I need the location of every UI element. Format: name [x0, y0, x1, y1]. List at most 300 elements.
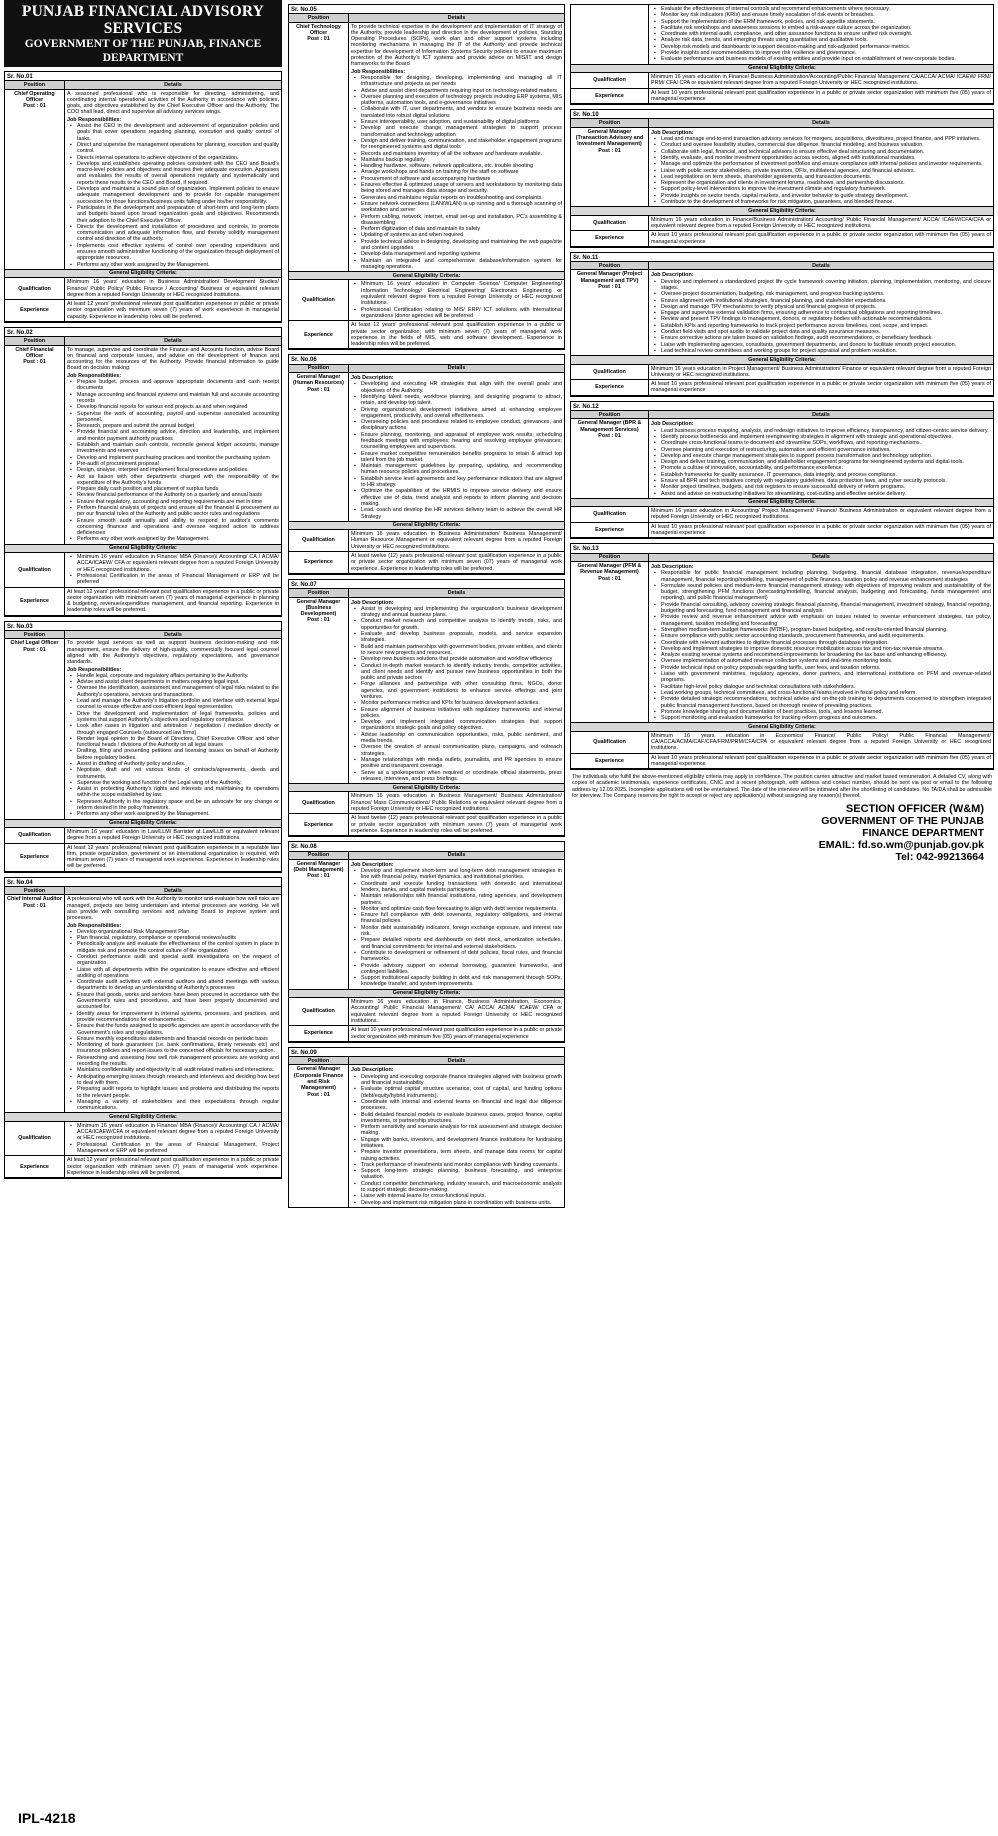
post-count: Post : 01: [598, 575, 621, 582]
job-desc-heading: Job Description:: [351, 1067, 394, 1074]
job-desc-heading: Job Description:: [651, 129, 694, 136]
eligibility-heading: General Eligibility Criteria:: [5, 1113, 281, 1121]
position-cell: [5, 346, 65, 544]
list-item: ▪ Developing and executing corporate finance strategies aligned with business growth and financial sustainability.: [360, 1074, 562, 1087]
list-item: ▪ Provide detailed strategic recommendations, technical advice and on-the-job training to departments concerned to strengthen integrated public financial management functions, based on thorough review of prevailing practices.: [660, 696, 991, 709]
column-headers: [571, 553, 993, 562]
experience-label: Experience: [5, 844, 65, 871]
qualification-row: [289, 530, 564, 552]
list-item: ▪ Analyze existing revenue systems and recommend improvements for broadening the tax base and enhancing efficiency.: [660, 652, 991, 658]
list-item: ▪ Contribute to development or refinement of debt policies, fiscal rules, and financial frameworks.: [360, 950, 562, 963]
column-headers: [5, 336, 281, 345]
column-headers: [5, 886, 281, 895]
list-item: ▪ Minimum 16 years' education in Finance/ MBA (Finance)/ Accounting/ CA / ACMA/ ACCA/ICAEW/CFA or equivalent relevant degree from a reputed Foreign University or HEC recognized institutions.: [76, 1123, 279, 1142]
qualification-label: Qualification: [571, 732, 649, 753]
list-item: ▪ Develop and implement integrated communication strategies that support organization's strategic goals and policy objectives.: [360, 719, 562, 732]
list-item: ▪ Direct and supervise the management operations for planning, execution and quality control.: [76, 142, 279, 155]
list-item: ▪ Drafting, filing and presenting petitions and licensing issues on behalf of Authority before regulatory bodies.: [76, 748, 279, 761]
post-count: Post : 01: [307, 386, 330, 393]
experience-row: [289, 321, 564, 349]
job-desc-heading: Job Description:: [351, 375, 394, 382]
list-item: ▪ Develops and maintains a sound plan of organization. Implement policies to ensure adequate management development and to provide for capable management succession for those functions/business units falling under his/her responsibility.: [76, 186, 279, 205]
list-item: ▪ Develop and execute change management strategies to support process transformation and technology adoption: [360, 125, 562, 138]
post-count: Post : 01: [307, 873, 330, 880]
details-header: Details: [447, 589, 466, 596]
eligibility-heading: General Eligibility Criteria:: [571, 356, 993, 364]
qualification-value: Minimum 16 years' education in Business Administration/ Development Studies/ Finance/ Public Policy/ Public Finance / Accounting/ Business or equivalent relevant degree from a reputed Foreign University or HEC recognized institutions.: [67, 279, 279, 298]
job-row: [289, 1065, 564, 1207]
position-header: Position: [571, 262, 649, 269]
job-resp-heading: Job Responsibilities:: [67, 372, 122, 379]
details-cell: [65, 895, 281, 1112]
job-row: [5, 895, 281, 1113]
position-cell: [571, 419, 649, 498]
responsibility-list: [660, 6, 991, 63]
list-item: ▪ Oversee the creation of annual communication plans, campaigns, and outreach strategies.: [360, 744, 562, 757]
list-item: ▪ Anticipating emerging issues through research and interviews and deciding how best to deal with them.: [76, 1074, 279, 1087]
list-item: ▪ Ensure that regulatory, accounting and reporting requirements are met in time: [76, 499, 279, 505]
list-item: ▪ Build detailed financial models to evaluate business cases, project finance, capital investments, or partnership structures.: [360, 1112, 562, 1125]
responsibility-list: [660, 428, 991, 497]
job-block: [570, 252, 994, 397]
list-item: ▪ Liaise with government ministries, regulatory agencies, donor partners, and international institutions on PFM and revenue-related programs.: [660, 671, 991, 684]
position-title: General Manager (Human Resources): [293, 374, 344, 387]
position-title: General Manager (Project Management and TPV): [576, 271, 643, 284]
list-item: ▪ Ensure compliance with public sector accounting standards, procurement frameworks, and audit requirements.: [660, 633, 991, 639]
experience-row: [289, 1026, 564, 1042]
list-item: ▪ Serve as a spokesperson when required or coordinate official statements, press releases, interviews, and press briefings.: [360, 770, 562, 783]
list-item: ▪ Ensure market competitive remuneration benefits programs to retain & attract top talent from the job market.: [360, 451, 562, 464]
list-item: ▪ Perform digitization of data and maintain its safety: [360, 226, 562, 232]
job-block: [288, 841, 565, 1043]
serial-number: Sr. No.11: [573, 254, 599, 261]
list-item: ▪ Ensure that the funds assigned to specific agencies are spent in accordance with the Government's rules and regulations.: [76, 1023, 279, 1036]
list-item: ▪ Manage accounting and financial systems and maintain full and accurate accounting records: [76, 392, 279, 405]
job-resp-heading: Job Responsibilities:: [67, 922, 122, 929]
serial-number: Sr. No.02: [7, 329, 33, 336]
list-item: ▪ Support the implementation of the ERM framework, policies, and risk appetite statements.: [660, 19, 991, 25]
list-item: ▪ Advise and assist client departments in matters requiring legal input.: [76, 679, 279, 685]
post-count: Post : 01: [598, 147, 621, 154]
position-header: Position: [5, 337, 65, 344]
list-item: ▪ Arrange workshops and hands on training for the staff on software: [360, 169, 562, 175]
qualification-label: Qualification: [5, 828, 65, 843]
experience-label: Experience: [5, 1156, 65, 1177]
experience-label: Experience: [571, 89, 649, 104]
details-header: Details: [447, 1057, 466, 1064]
qualification-row: [5, 828, 281, 844]
list-item: ▪ Act as liaison with other departments charged with the responsibility of the expenditure of the Authority's funds: [76, 474, 279, 487]
eligibility-heading: General Eligibility Criteria:: [289, 522, 564, 530]
header-subtitle: GOVERNMENT OF THE PUNJAB, FINANCE DEPARTMENT: [24, 38, 262, 64]
job-row: [571, 128, 993, 208]
qualification-list: [76, 554, 279, 585]
qualification-label: Qualification: [289, 792, 349, 813]
job-desc-heading: Job Description:: [651, 272, 694, 279]
list-item: ▪ Support policy-level interventions to improve the investment climate and regulatory framework.: [660, 186, 991, 192]
serial-number: Sr. No.03: [7, 623, 33, 630]
qualification-row: [5, 553, 281, 587]
list-item: ▪ Records and maintains inventory of all the software and hardware available.: [360, 151, 562, 157]
list-item: ▪ Contribute to the development of frameworks for risk mitigation, guarantees, and blended finance.: [660, 199, 991, 205]
position-header: Position: [571, 411, 649, 418]
details-cell: [349, 598, 564, 784]
list-item: ▪ Professional Certification relating to MIS/ ERP/ ICT solutions with international organizations (donor agencies will be preferred: [360, 307, 562, 320]
experience-value: At least 10 years professional relevant post qualification experience in a public or private sector organization with minimum five (05) years of managerial experience: [651, 89, 991, 102]
list-item: ▪ Maintain an integrated and comprehensive database/information system for managing operations.: [360, 258, 562, 271]
list-item: ▪ Supervise the work of accounting, payroll and supervise associated accounting personnel.: [76, 411, 279, 424]
details-cell: [65, 346, 281, 544]
list-item: ▪ Review financial performance of the Authority on a quarterly and annual basis: [76, 492, 279, 498]
eligibility-heading: General Eligibility Criteria:: [289, 272, 564, 280]
list-item: ▪ Drive the development and implementation of legal frameworks, policies and systems that support Authority's objectives and regulatory compliance.: [76, 711, 279, 724]
position-cell: [571, 5, 649, 64]
list-item: ▪ Facilitate high-level policy dialogue and technical consultations with stakeholders.: [660, 684, 991, 690]
experience-label: Experience: [571, 754, 649, 769]
details-header: Details: [812, 411, 830, 418]
qualification-value: Minimum 16 years education in Project Management/ Business Administration/ Finance or equivalent relevant degree from a reputed Foreign University or HEC recognized institutions.: [651, 365, 991, 378]
details-header: Details: [812, 262, 830, 269]
list-item: ▪ Develop and implement risk mitigation plans in coordination with business units.: [360, 1200, 562, 1206]
qualification-value: Minimum 16 years education in Finance, Business Administration, Economics, Accounting/ Public Financial Management/ CA/ ACCA/ ACMA/ ICAEW/ CFA or equivalent relevant degree from a reputed Foreign University or HEC recognized institutions.: [351, 999, 562, 1024]
list-item: ▪ Implements cost effective systems of control over operating expenditures and ensures smooth administrative functioning of the organization through deployment of appropriate resources.: [76, 243, 279, 262]
experience-label: Experience: [5, 588, 65, 615]
list-item: ▪ Coordinate with internal audit, compliance, and other assurance functions to ensure unified risk oversight.: [660, 31, 991, 37]
job-block: [288, 1047, 565, 1208]
experience-value: At least 12 years' professional relevant post qualification experience in a public or private sector organization; with minimum seven (7) years of managerial work experience in the fields of MIS, web and software development. Experience in leadership roles will be preferred.: [351, 322, 562, 348]
position-header: Position: [5, 887, 65, 894]
list-item: ▪ Ensure interoperability, user adoption, and sustainability of digital platforms: [360, 119, 562, 125]
qualification-row: [289, 998, 564, 1026]
details-cell: [349, 1065, 564, 1207]
responsibility-list: [660, 570, 991, 721]
list-item: ▪ Monitor debt sustainability indicators, foreign exchange exposure, and interest rate risk.: [360, 925, 562, 938]
list-item: ▪ Develop risk models and dashboards to support decision-making and risk-adjusted performance metrics.: [660, 44, 991, 50]
position-cell: [289, 373, 349, 521]
list-item: ▪ Render legal opinion to the Board of Directors, Chief Executive Officer and other functional heads / divisions of the Authority on all legal issues: [76, 736, 279, 749]
details-header: Details: [447, 852, 466, 859]
details-cell: [649, 270, 993, 355]
position-title: General Manager (Corporate Finance and Risk Management): [293, 1066, 344, 1092]
job-block: [4, 327, 282, 617]
details-header: Details: [164, 337, 182, 344]
post-count: Post : 01: [307, 617, 330, 624]
job-intro: To manage, supervise and coordinate the Finance and Accounts function, advise Board on financial and corporate issues, and advise on the development of finance and accounting for the resources of the Authority. Provide financial information to guide Board on decision making.: [67, 346, 279, 372]
job-desc-heading: Job Description:: [651, 563, 694, 570]
list-item: ▪ Ensure monthly expenditures statements and financial records on periodic basis: [76, 1036, 279, 1042]
list-item: ▪ Look after cases in litigation and arbitration / negotiation / mediation directly or through engaged Counsels (outsourced law firms): [76, 723, 279, 736]
post-count: Post : 01: [23, 103, 46, 110]
list-item: ▪ Engage and supervise external validation firms, ensuring adherence to contractual obligations and reporting timelines.: [660, 310, 991, 316]
contact-email[interactable]: EMAIL: fd.so.wm@punjab.gov.pk: [818, 838, 984, 851]
qualification-row: [571, 732, 993, 754]
experience-value: At least 10 years professional relevant post qualification experience in a public or private sector organization with minimum five (05) years of managerial experience: [651, 232, 991, 245]
list-item: ▪ Assist in drafting of Authority policy and rules.: [76, 761, 279, 767]
column-middle: [288, 0, 565, 1208]
list-item: ▪ Ensure smooth audit annually and ability to respond to auditor's comments concerning finances and operations and oversee required action to address deficiencies: [76, 518, 279, 537]
experience-row: [289, 552, 564, 574]
list-item: ▪ Pre-audit of procurement proposal: [76, 461, 279, 467]
serial-number: Sr. No.10: [573, 112, 599, 119]
list-item: ▪ Develop and implement purchasing practices and monitor the purchasing system: [76, 455, 279, 461]
position-cell: [571, 270, 649, 355]
experience-label: Experience: [289, 321, 349, 348]
list-item: ▪ Design and deliver training, communication, and stakeholder engagement programs for reengineered systems and digital tools.: [660, 459, 991, 465]
list-item: ▪ Coordinate cross-functional teams to document and streamline SOPs, workflows, and reporting mechanisms.: [660, 440, 991, 446]
job-resp-heading: Job Responsibilities:: [67, 666, 122, 673]
column-headers: [289, 851, 564, 860]
responsibility-list: [76, 379, 279, 543]
qualification-value: Minimum 16 years education in Finance/Business Administration/ Accounting/ Public Financial Management/ ACCA/ ICAEW/CFA/CFA or equivalent relevant degree from a reputed Foreign University or HEC recognized institutions.: [651, 216, 991, 229]
list-item: ▪ Lead, coach and develop the HR services delivery team to achieve the overall HR Strategy: [360, 507, 562, 520]
details-cell: [349, 23, 564, 272]
experience-row: [571, 89, 993, 105]
job-block: [570, 401, 994, 540]
list-item: ▪ Participates in the development and preparation of short-term and long-term plans and budgets based upon broad organization goals and objectives. Recommends their adoption to the Chief Executive Officer.: [76, 205, 279, 224]
list-item: ▪ Formulate sound policies and medium-term financial management strategy with objectives of improving realism and sustainability of the budget, strengthening PFM functions (forecasting/modelling, financial analysis, budgeting and forecasting, funds management and reporting), and public financial management): [660, 583, 991, 602]
list-item: ▪ Oversee implementation of automated revenue collection systems and real-time monitoring tools.: [660, 658, 991, 664]
position-header: Position: [571, 554, 649, 561]
list-item: ▪ Responsible for designing, developing, implementing and managing all IT infrastructure and projects as per needs: [360, 75, 562, 88]
list-item: ▪ Provide insights on sector trends, capital markets, and investor behavior to guide strategy development.: [660, 193, 991, 199]
list-item: ▪ Analyze risk data, trends, and emerging threats using quantitative and qualitative tools.: [660, 37, 991, 43]
serial-number: Sr. No.08: [291, 844, 317, 851]
responsibility-list: [360, 1074, 562, 1206]
list-item: ▪ Promote knowledge sharing and documentation of best practices, tools, and lessons learned.: [660, 709, 991, 715]
contact-phone: Tel: 042-99213664: [895, 850, 984, 863]
list-item: ▪ Establish frameworks for quality assurance, IT governance, data integrity, and process compliance.: [660, 472, 991, 478]
eligibility-heading: General Eligibility Criteria:: [571, 723, 993, 731]
job-block: [288, 579, 565, 837]
experience-row: [5, 844, 281, 872]
list-item: ▪ Performs any other work assigned by the Management.: [76, 811, 279, 817]
position-header: Position: [571, 119, 649, 126]
responsibility-list: [360, 868, 562, 988]
qualification-list: [76, 1123, 279, 1154]
job-row: [571, 419, 993, 499]
eligibility-heading: General Eligibility Criteria:: [289, 990, 564, 998]
list-item: ▪ Represent Authority in the regulatory space and be an advocate for any change or reform desired in the policy framework.: [76, 799, 279, 812]
list-item: ▪ Assist in developing and implementing the organization's business development strategy and annual business plans.: [360, 606, 562, 619]
experience-value: At least 12 years' professional relevant post qualification experience in a reputable law firm, private organization, government or an international organization is required, with minimum seven (7) years of managerial work experience. Experience in leadership roles will be preferred.: [67, 844, 279, 870]
list-item: ▪ Coordinate with internal and external teams on financial and legal due diligence processes.: [360, 1099, 562, 1112]
list-item: ▪ Handle legal, corporate and regulatory affairs pertaining to the Authority.: [76, 673, 279, 679]
list-item: ▪ Identifying talent needs, workforce planning, and designing programs to attract, retain, and develop top talent.: [360, 394, 562, 407]
position-cell: [289, 1065, 349, 1207]
list-item: ▪ Collaborate with IT, user departments, and vendors to ensure business needs are translated into robust digital solutions: [360, 106, 562, 119]
column-headers: [571, 261, 993, 270]
list-item: ▪ Evaluate the effectiveness of internal controls and recommend enhancements where necessary.: [660, 6, 991, 12]
list-item: ▪ Advise and assist client departments requiring input on technology-related matters: [360, 88, 562, 94]
position-title: Chief Internal Auditor: [7, 896, 62, 903]
details-header: Details: [812, 119, 830, 126]
details-header: Details: [447, 365, 466, 372]
list-item: ▪ Oversee planning and execution of technology projects including ERP systems, MIS platforms, automation tools, and e-governance initiatives: [360, 94, 562, 107]
list-item: ▪ Supervise the working and function of the Legal wing of the Authority.: [76, 780, 279, 786]
list-item: ▪ Develop and implement a standardized project life cycle framework covering initiation, planning, implementation, monitoring, and closure stages.: [660, 279, 991, 292]
position-title: Chief Legal Officer: [10, 640, 59, 647]
list-item: ▪ Oversee project documentation, budgeting, risk management, and progress tracking systems.: [660, 291, 991, 297]
list-item: ▪ Develop and implement strategies to improve domestic resource mobilization across tax and non-tax revenue streams.: [660, 646, 991, 652]
job-row: [5, 90, 281, 270]
post-count: Post : 01: [307, 36, 330, 43]
serial-number: Sr. No.01: [7, 74, 33, 80]
list-item: ▪ Identify process bottlenecks and implement reengineering strategies in alignment with strategic and operational objectives.: [660, 434, 991, 440]
job-block: [4, 621, 282, 873]
list-item: ▪ Manage and optimize the performance of investment portfolios and ensure compliance with internal policies and investor requirements.: [660, 161, 991, 167]
list-item: ▪ Lead and manage the Authority's litigation portfolio and interface with external legal counsel to ensure effective and cost-efficient legal representation.: [76, 698, 279, 711]
qualification-value: [65, 1122, 281, 1155]
qualification-label: Qualification: [289, 998, 349, 1025]
position-header: Position: [289, 852, 349, 859]
list-item: ▪ Promote a culture of innovation, accountability, and performance excellence.: [660, 465, 991, 471]
list-item: ▪ Develop and execute change management strategies to support process transformation and technology adoption.: [660, 453, 991, 459]
position-header: Position: [5, 81, 65, 88]
list-item: ▪ Engage with banks, investors, and development finance institutions for fundraising initiatives.: [360, 1137, 562, 1150]
qualification-label: Qualification: [289, 530, 349, 551]
list-item: ▪ Provide financial consulting, advisory covering strategic financial planning, financial management, investment strategy, financial reporting, budgeting and forecasting, fund management and financial analysis.: [660, 602, 991, 615]
column-headers: [571, 410, 993, 419]
list-item: ▪ Researching and assessing how well risk management processes are working and recording the results.: [76, 1055, 279, 1068]
position-title: General Manager (BPR & Management Services): [577, 420, 642, 433]
list-item: ▪ Conduct in-depth market research to identify industry trends, competitor activities, and client needs and identify and pursue new business opportunities in both the public and private sectors: [360, 663, 562, 682]
position-header: Position: [289, 365, 349, 372]
column-headers: [289, 588, 564, 597]
list-item: ▪ Liaise with internal teams for cross-functional inputs.: [360, 1193, 562, 1199]
list-item: ▪ Ensure alignment with institutional strategies, financial planning, and stakeholder expectations.: [660, 298, 991, 304]
signature-block: [570, 803, 994, 863]
experience-value: At least 10 years professional relevant post qualification experience in a public or private sector organization with minimum five (05) years of managerial experience: [651, 523, 991, 537]
experience-label: Experience: [571, 380, 649, 395]
details-cell: [649, 5, 993, 64]
qualification-value: Minimum 16 years education in Accounting/ Project Management/ Finance/ Business Administration or equivalent relevant degree from a reputed Foreign University or HEC recognized institutions.: [651, 508, 991, 521]
details-cell: [65, 639, 281, 818]
list-item: ▪ Provide review and revenue enhancement advice with emphasis on issues related to revenue enhancement strategies, tax policy, management, taxation modelling and forecasting: [660, 614, 991, 627]
list-item: ▪ Evaluate optimal capital structure scenarios, cost of capital, and funding options (debt/equity/hybrid instruments).: [360, 1086, 562, 1099]
serial-number: Sr. No.05: [291, 7, 317, 13]
list-item: ▪ Overseeing policies and procedures related to employee conduct, grievances, and disciplinary actions.: [360, 419, 562, 432]
list-item: ▪ Maintains backup regularly: [360, 157, 562, 163]
column-headers: [289, 13, 564, 22]
list-item: ▪ Negotiate, draft and vet various kinds of contracts/agreements, deeds and instruments.: [76, 767, 279, 780]
job-intro: To provide technical expertise in the development and implementation of IT strategy of the Authority, provide leadership and direction in the development of policies, Standing Operating Procedures (SOPs), work plan and other support systems including monitoring mechanisms in managing the IT of the Authority and provide technical expertise for development of Information Systems Security policies to ensure maximum protection of the Authority's ICT systems and provide advice on MIS/IT and design frameworks to the Board: [351, 23, 562, 68]
eligibility-heading: General Eligibility Criteria:: [571, 65, 993, 73]
qualification-value: Minimum 16 years education in Economics/ Finance/ Public Policy/ Public Financial Management/ CA/ACCA/ACMA/CAF/CFA/FRM/PRM/CFA/CPA or equivalent relevant degree from a reputed Foreign University or HEC recognized institutions.: [651, 732, 991, 752]
position-title: General Manager (Transaction Advisory and Investment Management): [575, 128, 644, 148]
post-count: Post : 01: [598, 432, 621, 439]
qualification-row: [571, 507, 993, 523]
experience-value: At least twelve (12) years professional relevant post qualification experience in a public or private sector organization with minimum seven (7) years of managerial work experience. Experience in leadership roles will be preferred.: [351, 815, 562, 834]
position-cell: [571, 562, 649, 722]
list-item: ▪ Periodically analyze and evaluate the effectiveness of the control system in place to mitigate risk and promote the control culture of the organization: [76, 941, 279, 954]
list-item: ▪ Develop financial reports for various end projects as and when required: [76, 404, 279, 410]
job-row: [289, 860, 564, 990]
experience-row: [571, 380, 993, 396]
list-item: ▪ Ensure that goods, works and services have been procured in accordance with the Government's rules and procedures, and have been properly documented and accounted for.: [76, 992, 279, 1011]
list-item: ▪ Perform sensitivity and scenario analysis for risk assessment and strategic decision making.: [360, 1124, 562, 1137]
qualification-row: [5, 278, 281, 300]
position-title: General Manager (PFM & Revenue Management): [577, 562, 642, 576]
list-item: ▪ Manage relationships with media outlets, journalists, and PR agencies to ensure positive and transparent coverage.: [360, 757, 562, 770]
experience-row: [5, 300, 281, 322]
list-item: ▪ Directs internal operations to achieve objectives of the organization.: [76, 155, 279, 161]
list-item: ▪ Strengthen medium-term budget frameworks (MTBF), program-based budgeting, and results-oriented financial planning.: [660, 627, 991, 633]
list-item: ▪ Perform financial analysis of projects and ensure all the financial & procurement as per our financial rules of the Authority and public sector rules and regulations: [76, 505, 279, 518]
list-item: ▪ Lead technical review committees and working groups for project appraisal and problem resolution.: [660, 348, 991, 354]
qualification-value: [65, 553, 281, 586]
list-item: ▪ Develop new business solutions that provide automation and workflow efficiency: [360, 656, 562, 662]
list-item: ▪ Provide financial and accounting advice, direction and leadership, and implement and monitor payment authority practices: [76, 429, 279, 442]
column-headers: [5, 630, 281, 639]
position-title: Chief Financial Officer: [15, 346, 54, 359]
list-item: ▪ Support institutional capacity building in debt and risk management through SOPs, knowledge transfer, and system improvements.: [360, 975, 562, 988]
list-item: ▪ Conduct market research and competitive analysis to identify trends, risks, and opportunities for growth.: [360, 618, 562, 631]
qualification-row: [571, 216, 993, 232]
serial-number: Sr. No.07: [291, 581, 317, 588]
list-item: ▪ Establish KPIs and reporting frameworks to track project performance across timelines, cost, scope, and impact.: [660, 323, 991, 329]
list-item: ▪ Prepare detailed reports and dashboards on debt stock, amortization schedules, and financial commitments for internal and external stakeholders.: [360, 937, 562, 950]
experience-label: Experience: [5, 300, 65, 321]
experience-label: Experience: [571, 231, 649, 246]
list-item: ▪ Provide technical advice in designing, developing and maintaining the web page/site and content upgrades: [360, 239, 562, 252]
header-title: PUNJAB FINANCIAL ADVISORY SERVICES: [21, 3, 265, 37]
details-header: Details: [812, 554, 830, 561]
job-row: [289, 373, 564, 522]
list-item: ▪ Procurement of software and accompanying hardware: [360, 176, 562, 182]
qualification-label: Qualification: [289, 280, 349, 320]
list-item: ▪ Conduct competitor benchmarking, industry research, and macroeconomic analysis to support strategic decision-making.: [360, 1181, 562, 1194]
job-row: [571, 270, 993, 356]
experience-label: Experience: [289, 552, 349, 573]
application-instructions: The individuals who fulfill the above-mentioned eligibility criteria may apply in confidence. The position carries attractive and market based remuneration. A detailed CV, along with copies of academic testimonials, experience certificates, CNIC and a recent photograph, with address and contact number, should be sent via post or email to the following address by 12.09.2025. Incomplete applications will not be entertained. The date of the interview will be intimated after the shortlisting of candidates. No TA/DA shall be admissible for interview. The Company reserves the right to accept or reject any application(s) without assigning any reason(s) thereof.: [572, 774, 992, 799]
qualification-list: [360, 281, 562, 319]
job-intro: A professional who will work with the Authority to monitor and evaluate how well risks are managed, projects are being undertaken and internal processes are working. He will also provide with consulting services and advising Board to improve system and processes.: [67, 896, 279, 922]
list-item: ▪ Responsible for public financial management including planning, budgeting, financial database integration, revenue/expenditure management, financial reporting/modelling, management of public finances, taxation policy and revenue enhancement strategies: [660, 570, 991, 583]
job-desc-heading: Job Description:: [651, 421, 694, 428]
job-resp-heading: Job Responsibilities:: [67, 116, 122, 123]
list-item: ▪ Monitor project timelines, budgets, and risk registers to ensure successful delivery of reform programs.: [660, 484, 991, 490]
details-cell: [649, 128, 993, 207]
job-row-continued: [571, 5, 993, 65]
list-item: ▪ Evaluate performance and business models of existing entities and provide input on establishment of new corporate bodies.: [660, 56, 991, 62]
list-item: ▪ Prepare daily cash position and placement of surplus funds: [76, 486, 279, 492]
job-block: [288, 4, 565, 350]
list-item: ▪ Coordinate with relevant authorities to digitize financial processes through database integration.: [660, 640, 991, 646]
qualification-label: Qualification: [571, 507, 649, 522]
list-item: ▪ Oversee planning and execution of restructuring, automation and efficient governance initiatives.: [660, 447, 991, 453]
column-left: [4, 0, 282, 1179]
list-item: ▪ Plan financial, regulatory, compliance or operational reviews/audits: [76, 935, 279, 941]
list-item: ▪ Directs the development and installation of procedures and controls, to promote communication and adequate information flow, and thereby solidify management control and direction of the authority.: [76, 224, 279, 243]
list-item: ▪ Lead working groups, technical committees, and cross-functional teams involved in fiscal policy and reform.: [660, 690, 991, 696]
qualification-row: [5, 1122, 281, 1156]
qualification-value: Minimum 16 years education in Business Administration/ Business Management/ Human Resource Management or equivalent relevant degree from a reputed Foreign University or HEC recognized institutions.: [351, 531, 562, 550]
experience-row: [571, 754, 993, 770]
list-item: ▪ Develop and implement short-term and long-term debt management strategies in line with financial policy, market dynamics, and institutional priorities.: [360, 868, 562, 881]
details-cell: [349, 373, 564, 521]
list-item: ▪ Assist the CEO in the development and achievement of organization policies and goals that cover operations regarding planning, execution and quality control of tasks.: [76, 123, 279, 142]
list-item: ▪ Develop organizational Risk Management Plan: [76, 929, 279, 935]
list-item: ▪ Ensure alignment of business initiatives with regulatory frameworks and internal policies.: [360, 707, 562, 720]
list-item: ▪ Support monitoring and evaluation frameworks for tracking reform progress and outcomes.: [660, 715, 991, 721]
list-item: ▪ Prepare investor presentations, term sheets, and manage data rooms for capital raising activities.: [360, 1149, 562, 1162]
position-cell: [571, 128, 649, 207]
list-item: ▪ Perform cabling, network, internet, email set-up and installation, PC's assembling & disassembling: [360, 214, 562, 227]
position-header: Position: [289, 589, 349, 596]
list-item: ▪ Identify areas for improvement in internal systems, processes, and practices, and provide recommendations for enhancements.: [76, 1011, 279, 1024]
serial-number: Sr. No.12: [573, 403, 599, 410]
qualification-value: Minimum 16 years' education in Law/LLM/ Barrister at Law/LLB or equivalent relevant degree from a reputed Foreign University or HEC recognized institutions.: [67, 828, 279, 842]
